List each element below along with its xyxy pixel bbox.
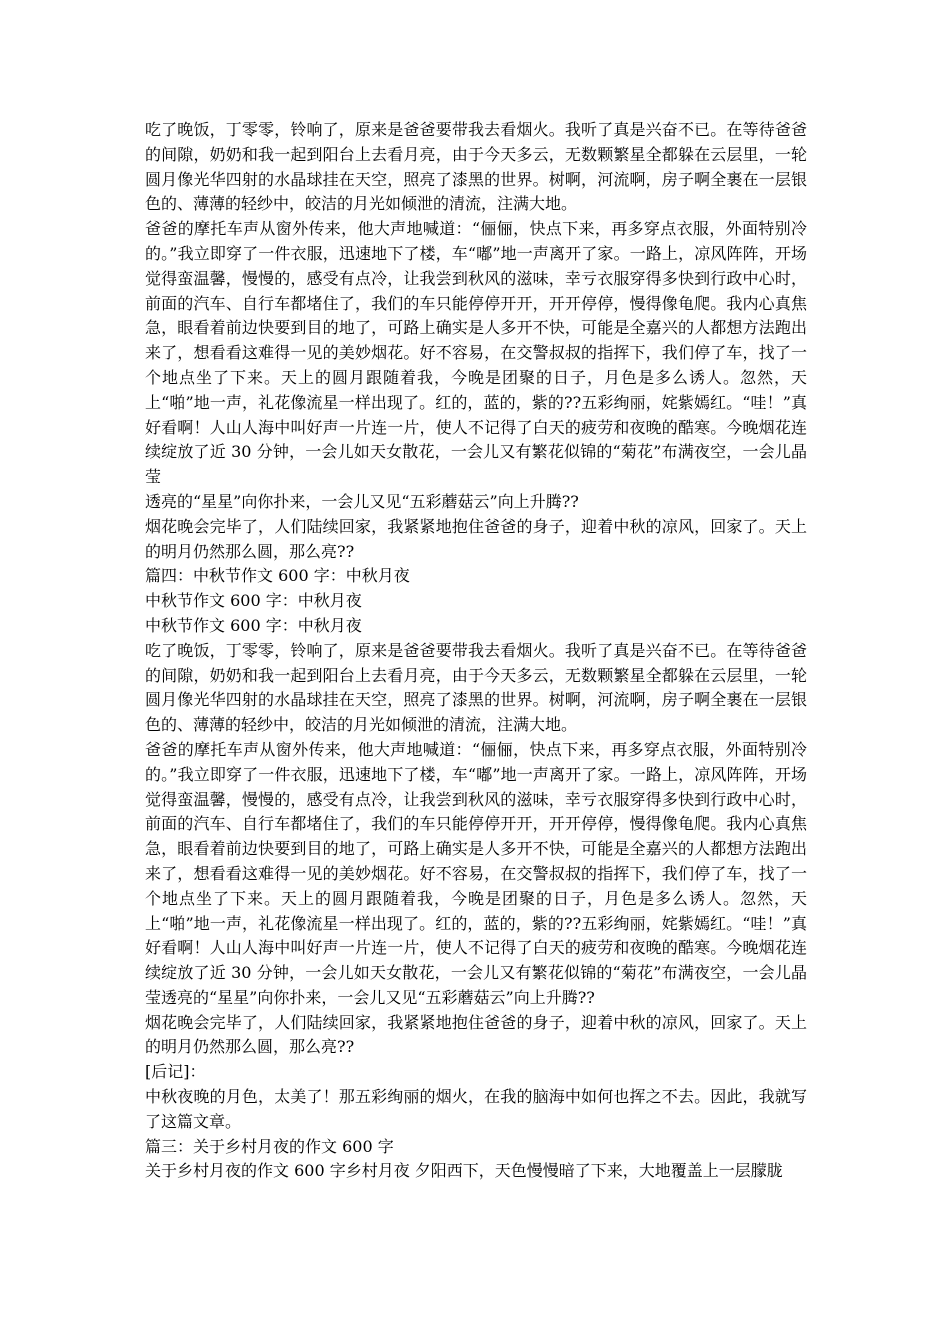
paragraph-motorcycle-ride: 爸爸的摩托车声从窗外传来，他大声地喊道：“俪俪，快点下来，再多穿点衣服，外面特别冷的。”我立即穿了一件衣服，迅速地下了楼，车“嘟”地一声离开了家。一路上，凉风阵阵，开场觉得蛮温馨，慢慢的，感受有点冷，让我尝到秋风的滋味，幸亏衣服穿得多快到行政中心时，前面的汽车、自行车都堵住了，我们的车只能停停开开，开开停停，慢得像龟爬。我内心真焦急，眼看着前边快要到目的地了，可路上确实是人多开不快，可能是全嘉兴的人都想方法跑出来了，想看看这难得一见的美妙烟花。好不容易，在交警叔叔的指挥下，我们停了车，找了一个地点坐了下来。天上的圆月跟随着我，今晚是团聚的日子，月色是多么诱人。忽然，天上“啪”地一声，礼花像流星一样出现了。红的，蓝的，紫的??五彩绚丽，姹紫嫣红。“哇！”真好看啊！人山人海中叫好声一片连一片，使人不记得了白天的疲劳和夜晚的酷寒。今晚烟花连续绽放了近 30 分钟，一会儿如天女散花，一会儿又有繁花似锦的“菊花”布满夜空，一会儿晶莹: [145, 219, 807, 487]
paragraph-village-moonlit-night: 关于乡村月夜的作文 600 字乡村月夜 夕阳西下，天色慢慢暗了下来，大地覆盖上一层朦胧: [145, 1161, 783, 1181]
paragraph-afterword: 中秋夜晚的月色，太美了！那五彩绚丽的烟火，在我的脑海中如何也挥之不去。因此，我就写了这篇文章。: [145, 1087, 807, 1131]
essay-title-repeat: 中秋节作文 600 字：中秋月夜: [145, 615, 362, 635]
paragraph-opening-evening-repeat: 吃了晚饭，丁零零，铃响了，原来是爸爸要带我去看烟火。我听了真是兴奋不已。在等待爸爸的间隙，奶奶和我一起到阳台上去看月亮，由于今天多云，无数颗繁星全都躲在云层里，一轮圆月像光华四射的水晶球挂在天空，照亮了漆黑的世界。树啊，河流啊，房子啊全裹在一层银色的、薄薄的轻纱中，皎洁的月光如倾泄的清流，注满大地。: [145, 640, 807, 735]
paragraph-going-home: 烟花晚会完毕了，人们陆续回家，我紧紧地抱住爸爸的身子，迎着中秋的凉风，回家了。天上的明月仍然那么圆，那么亮??: [145, 516, 807, 561]
paragraph-stars-continuation: 透亮的“星星”向你扑来，一会儿又见“五彩蘑菇云”向上升腾??: [145, 491, 579, 511]
essay-title: 中秋节作文 600 字：中秋月夜: [145, 591, 362, 611]
afterword-label: [后记]：: [145, 1062, 206, 1082]
paragraph-going-home-repeat: 烟花晚会完毕了，人们陆续回家，我紧紧地抱住爸爸的身子，迎着中秋的凉风，回家了。天上的明月仍然那么圆，那么亮??: [145, 1012, 807, 1057]
paragraph-motorcycle-ride-repeat: 爸爸的摩托车声从窗外传来，他大声地喊道：“俪俪，快点下来，再多穿点衣服，外面特别冷的。”我立即穿了一件衣服，迅速地下了楼，车“嘟”地一声离开了家。一路上，凉风阵阵，开场觉得蛮温馨，慢慢的，感受有点冷，让我尝到秋风的滋味，幸亏衣服穿得多快到行政中心时，前面的汽车、自行车都堵住了，我们的车只能停停开开，开开停停，慢得像龟爬。我内心真焦急，眼看着前边快要到目的地了，可路上确实是人多开不快，可能是全嘉兴的人都想方法跑出来了，想看看这难得一见的美妙烟花。好不容易，在交警叔叔的指挥下，我们停了车，找了一个地点坐了下来。天上的圆月跟随着我，今晚是团聚的日子，月色是多么诱人。忽然，天上“啪”地一声，礼花像流星一样出现了。红的，蓝的，紫的??五彩绚丽，姹紫嫣红。“哇！”真好看啊！人山人海中叫好声一片连一片，使人不记得了白天的疲劳和夜晚的酷寒。今晚烟花连续绽放了近 30 分钟，一会儿如天女散花，一会儿又有繁花似锦的“菊花”布满夜空，一会儿晶莹透亮的“星星”向你扑来，一会儿又见“五彩蘑菇云”向上升腾??: [145, 739, 807, 1007]
paragraph-opening-evening: 吃了晚饭，丁零零，铃响了，原来是爸爸要带我去看烟火。我听了真是兴奋不已。在等待爸爸的间隙，奶奶和我一起到阳台上去看月亮，由于今天多云，无数颗繁星全都躲在云层里，一轮圆月像光华四射的水晶球挂在天空，照亮了漆黑的世界。树啊，河流啊，房子啊全裹在一层银色的、薄薄的轻纱中，皎洁的月光如倾泄的清流，注满大地。: [145, 120, 807, 214]
section-heading-part-three: 篇三：关于乡村月夜的作文 600 字: [145, 1136, 394, 1156]
document-body: [145, 118, 807, 1184]
section-heading-part-four: 篇四：中秋节作文 600 字：中秋月夜: [145, 566, 410, 586]
